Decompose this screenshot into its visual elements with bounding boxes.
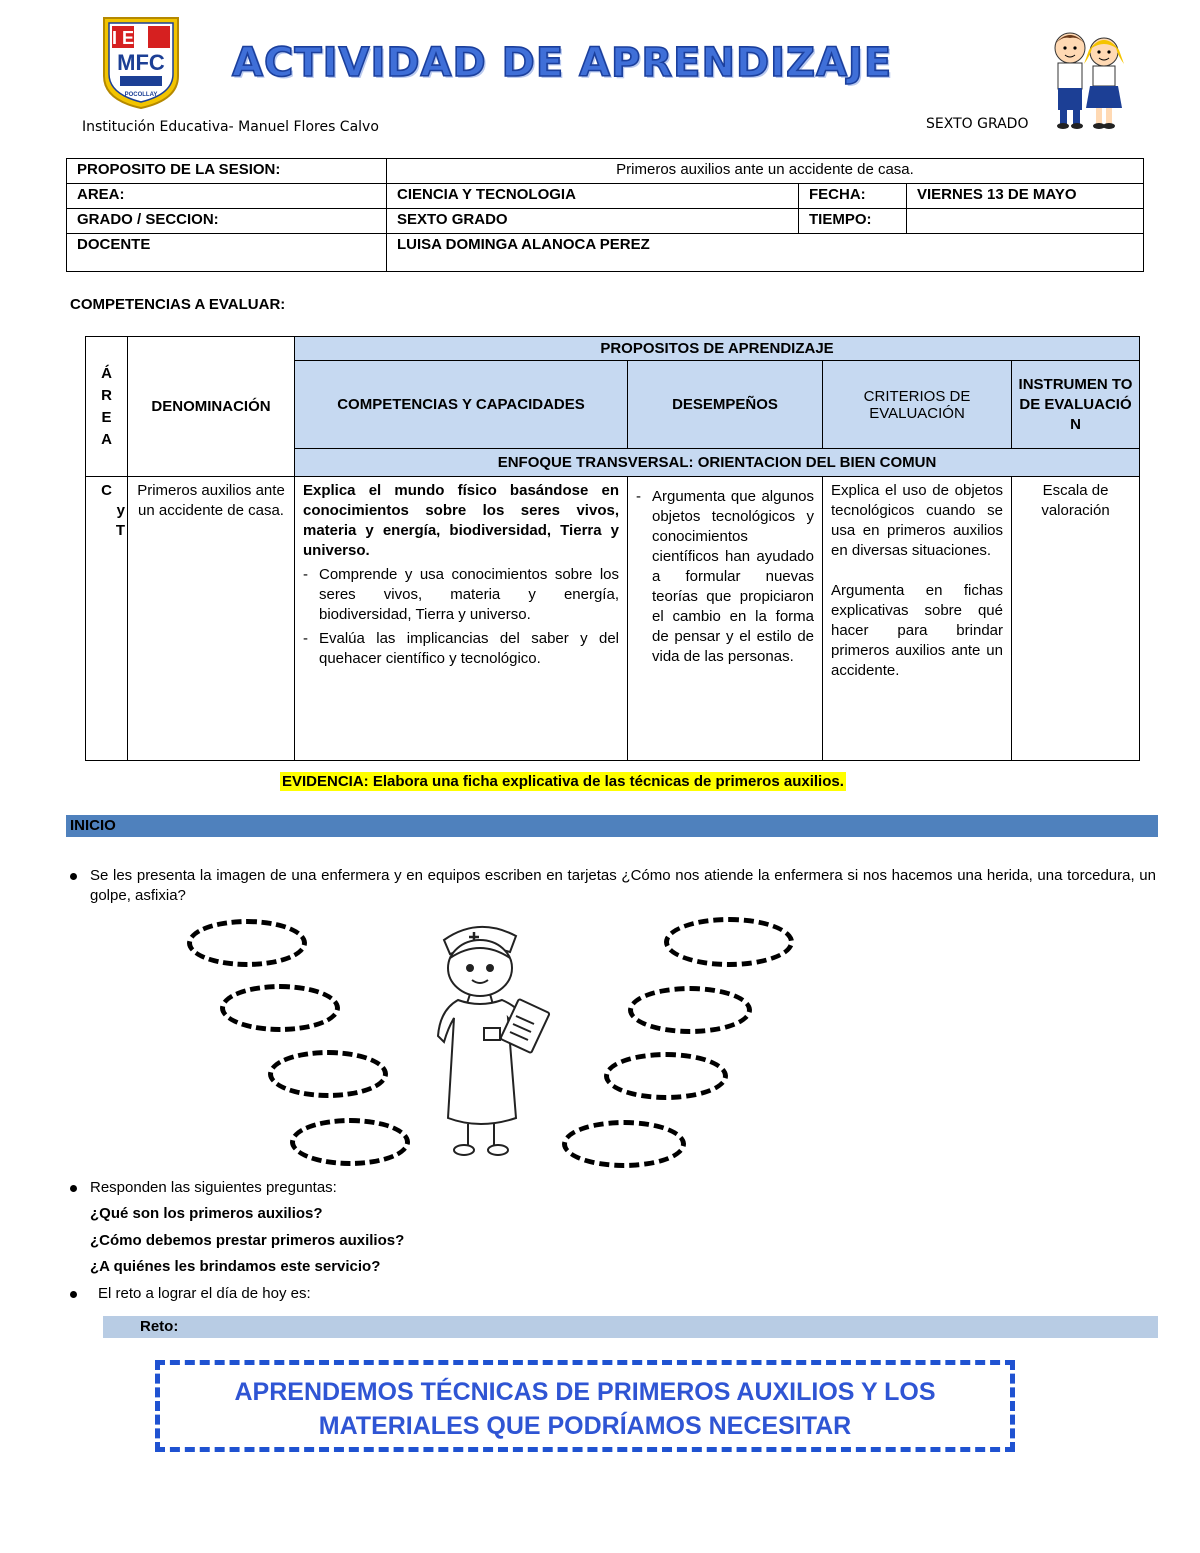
bullet-icon (70, 873, 77, 880)
competencia-text: Explica el mundo físico basándose en conocimientos sobre los seres vivos, materia y energía, biodiversidad, Tierra y universo. (303, 482, 619, 559)
area-letter: E (101, 408, 112, 426)
inicio-bullet-3: El reto a lograr el día de hoy es: (70, 1284, 311, 1304)
reto-section-bar (103, 1316, 1158, 1338)
area-letter: R (101, 386, 112, 404)
answer-card-oval (268, 1050, 388, 1098)
institution-name: Institución Educativa- Manuel Flores Calvo (82, 119, 379, 135)
answer-card-oval (664, 917, 794, 967)
proposito-label: PROPOSITO DE LA SESION: (67, 159, 387, 184)
desempenos-cell (628, 477, 823, 761)
capacidad-item: - Evalúa las implicancias del saber y del quehacer científico y tecnológico. (303, 630, 619, 667)
competencias-title: COMPETENCIAS A EVALUAR: (70, 296, 286, 313)
fecha-label: FECHA: (799, 184, 907, 209)
logo-caption: POCOLLAY (124, 92, 158, 98)
answer-card-oval (290, 1118, 410, 1166)
bullet-icon (70, 1185, 77, 1192)
inicio-label: INICIO (70, 817, 116, 834)
bullet-icon (70, 1291, 77, 1298)
instrumento-header: INSTRUMEN TO DE EVALUACIÓ N (1012, 361, 1140, 449)
answer-card-oval (604, 1052, 728, 1100)
area-header (86, 337, 128, 477)
inicio-bullet-1: Se les presenta la imagen de una enfermera y en equipos escriben en tarjetas ¿Cómo nos atiende la enfermera si nos hacemos una herida, una torcedura, un golpe, asfixia? (70, 866, 1156, 906)
inicio-bullet-2: Responden las siguientes preguntas: (70, 1178, 337, 1198)
area-letter: A (101, 430, 112, 448)
area-part: T (115, 522, 125, 539)
area-part: C (101, 482, 112, 499)
reto-label: Reto: (140, 1318, 179, 1335)
inicio-section-bar (66, 815, 1158, 837)
area-letter: Á (101, 364, 112, 382)
area-cell (86, 477, 128, 761)
desempenos-header: DESEMPEÑOS (628, 361, 823, 449)
reto-box (155, 1360, 1015, 1452)
fecha-value: VIERNES 13 DE MAYO (907, 184, 1144, 209)
docente-value: LUISA DOMINGA ALANOCA PEREZ (387, 234, 1144, 272)
question-1: ¿Qué son los primeros auxilios? (90, 1205, 323, 1222)
evidencia-text: EVIDENCIA: Elabora una ficha explicativa de las técnicas de primeros auxilios. (282, 773, 844, 790)
criterios-header: CRITERIOS DE EVALUACIÓN (823, 361, 1012, 449)
denominacion-cell: Primeros auxilios ante un accidente de casa. (128, 477, 295, 761)
criterios-cell (823, 477, 1012, 761)
grade-tag: SEXTO GRADO (926, 116, 1029, 132)
answer-card-oval (187, 919, 307, 967)
nurse-illustration (408, 918, 568, 1158)
competencias-cell (295, 477, 628, 761)
criterio-2: Argumenta en fichas explicativas sobre qué hacer para brindar primeros auxilios ante un accidente. (831, 582, 1003, 679)
logo-letters-mid: MFC (117, 50, 165, 75)
propositos-header: PROPOSITOS DE APRENDIZAJE (295, 337, 1140, 361)
answer-card-oval (562, 1120, 686, 1168)
desempeno-item: - Argumenta que algunos objetos tecnológicos y conocimientos científicos han ayudado a formular nuevas teorías que propiciaron el cambio en la forma de pensar y el estilo de vida de las personas. (636, 488, 814, 665)
students-illustration (1040, 26, 1132, 132)
grado-label: GRADO / SECCION: (67, 209, 387, 234)
tiempo-label: TIEMPO: (799, 209, 907, 234)
area-part: y (116, 502, 125, 519)
area-value: CIENCIA Y TECNOLOGIA (387, 184, 799, 209)
criterio-1: Explica el uso de objetos tecnológicos cuando se usa en primeros auxilios en diversas situaciones. (831, 482, 1003, 559)
capacidad-item: - Comprende y usa conocimientos sobre los seres vivos, materia y energía, biodiversidad, Tierra y universo. (303, 566, 619, 623)
enfoque-transversal: ENFOQUE TRANSVERSAL: ORIENTACION DEL BIEN COMUN (295, 449, 1140, 477)
school-logo (98, 14, 184, 110)
question-3: ¿A quiénes les brindamos este servicio? (90, 1258, 381, 1275)
competencias-table (85, 336, 1140, 761)
instrumento-cell: Escala de valoración (1012, 477, 1140, 761)
denominacion-header: DENOMINACIÓN (128, 337, 295, 477)
docente-label: DOCENTE (67, 234, 387, 272)
reto-line-2: MATERIALES QUE PODRÍAMOS NECESITAR (318, 1412, 852, 1440)
answer-card-oval (628, 986, 752, 1034)
tiempo-value (907, 209, 1144, 234)
question-2: ¿Cómo debemos prestar primeros auxilios? (90, 1232, 405, 1249)
proposito-value: Primeros auxilios ante un accidente de casa. (387, 159, 1144, 184)
document-title: ACTIVIDAD DE APRENDIZAJE (232, 40, 893, 86)
logo-letters-top: I E (111, 28, 135, 48)
area-label: AREA: (67, 184, 387, 209)
grado-value: SEXTO GRADO (387, 209, 799, 234)
answer-card-oval (220, 984, 340, 1032)
session-info-table (66, 158, 1144, 272)
reto-line-1: APRENDEMOS TÉCNICAS DE PRIMEROS AUXILIOS Y LOS (234, 1378, 936, 1406)
competencias-header: COMPETENCIAS Y CAPACIDADES (295, 361, 628, 449)
